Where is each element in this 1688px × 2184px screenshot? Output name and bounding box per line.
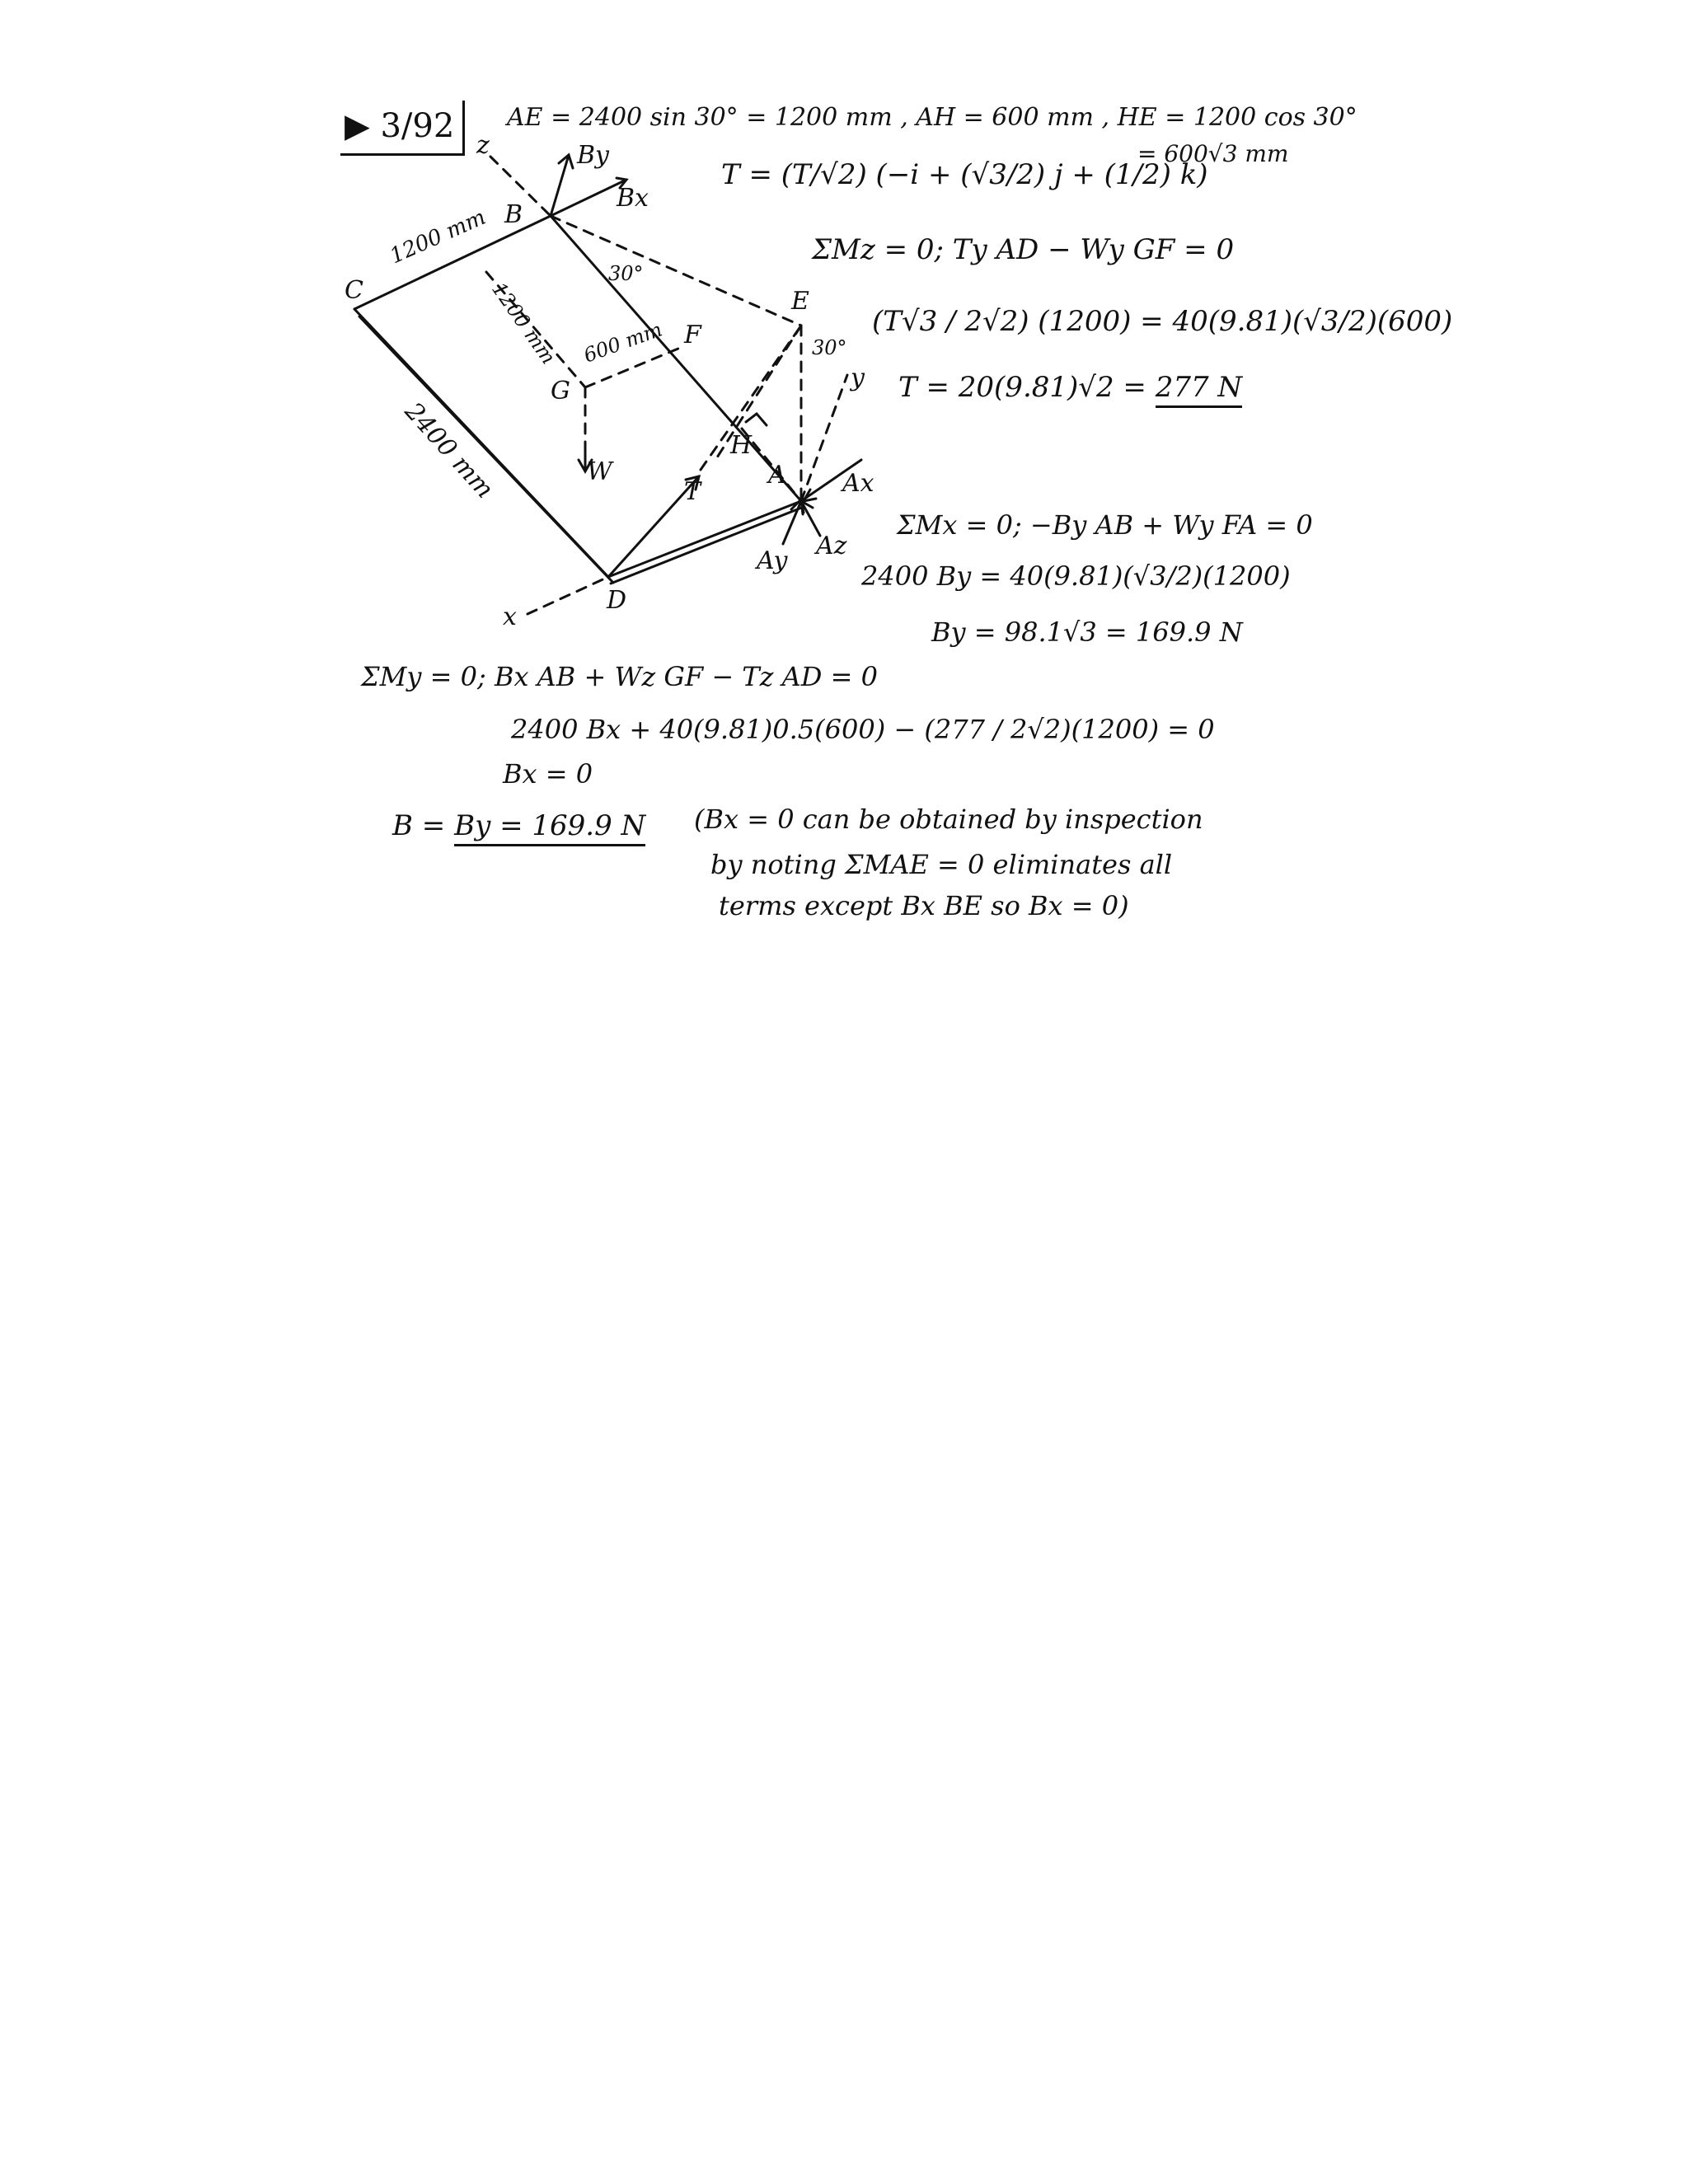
label-a: A — [768, 461, 786, 490]
tension-vector: T = (T/√2) (−i + (√3/2) j + (1/2) k) — [721, 158, 1208, 191]
label-dim-side: 2400 mm — [399, 396, 499, 504]
problem-number: ▶ 3/92 — [345, 107, 455, 145]
note-line-1: (Bx = 0 can be obtained by inspection — [694, 804, 1203, 835]
moment-y-eq2: 2400 Bx + 40(9.81)0.5(600) − (277 / 2√2)(1200) = 0 — [511, 714, 1215, 745]
label-b: B — [504, 200, 523, 229]
label-az: Az — [816, 532, 847, 560]
moment-x-eq2: 2400 By = 40(9.81)(√3/2)(1200) — [861, 560, 1291, 592]
given-line-1: AE = 2400 sin 30° = 1200 mm , AH = 600 mm , HE = 1200 cos 30° — [507, 103, 1357, 132]
note-line-2: by noting ΣMAE = 0 eliminates all — [710, 849, 1173, 880]
label-bx: Bx — [617, 184, 649, 213]
label-ax: Ax — [842, 469, 874, 498]
moment-z-eq1: ΣMz = 0; Ty AD − Wy GF = 0 — [812, 233, 1235, 266]
y-axis-line — [801, 375, 847, 501]
moment-z-result — [898, 371, 1242, 404]
given-line-2: = 600√3 mm — [1137, 140, 1289, 167]
label-angle-b: 30° — [608, 262, 644, 285]
moment-x-result: By = 98.1√3 = 169.9 N — [931, 616, 1243, 648]
x-axis-line — [528, 577, 608, 614]
label-dim-g: 1200 mm — [487, 278, 560, 369]
moment-x-eq1: ΣMx = 0; −By AB + Wy FA = 0 — [897, 509, 1313, 541]
label-w: W — [587, 457, 612, 486]
moment-z-eq2: (T√3 / 2√2) (1200) = 40(9.81)(√3/2)(600) — [872, 305, 1453, 338]
moment-y-eq1: ΣMy = 0; Bx AB + Wz GF − Tz AD = 0 — [361, 661, 878, 692]
final-answer — [392, 809, 645, 842]
final-answer-prefix: B = — [392, 809, 455, 842]
label-ay: Ay — [757, 546, 788, 575]
label-c: C — [345, 276, 363, 305]
label-t: T — [684, 477, 701, 506]
label-angle-e: 30° — [812, 336, 847, 359]
moment-z-result-prefix: T = 20(9.81)√2 = — [898, 371, 1156, 404]
edge-cd-inner — [359, 316, 613, 583]
b-answer: By = 169.9 N — [454, 809, 645, 846]
note-line-3: terms except Bx BE so Bx = 0) — [719, 890, 1129, 921]
tension-answer: 277 N — [1156, 371, 1242, 408]
be-line — [551, 216, 801, 326]
label-e: E — [791, 287, 809, 316]
label-g: G — [551, 377, 570, 405]
label-dim-top: 1200 mm — [386, 204, 490, 269]
label-z: z — [476, 131, 490, 160]
label-f: F — [684, 321, 701, 349]
bx-arrow — [551, 180, 626, 216]
label-d: D — [607, 586, 627, 615]
label-by: By — [577, 141, 609, 170]
label-y: y — [851, 363, 865, 392]
label-h: H — [730, 431, 753, 460]
right-angle-mark — [746, 414, 767, 425]
label-dim-gf: 600 mm — [580, 317, 666, 368]
moment-y-result: Bx = 0 — [503, 758, 593, 790]
label-x: x — [503, 602, 517, 631]
